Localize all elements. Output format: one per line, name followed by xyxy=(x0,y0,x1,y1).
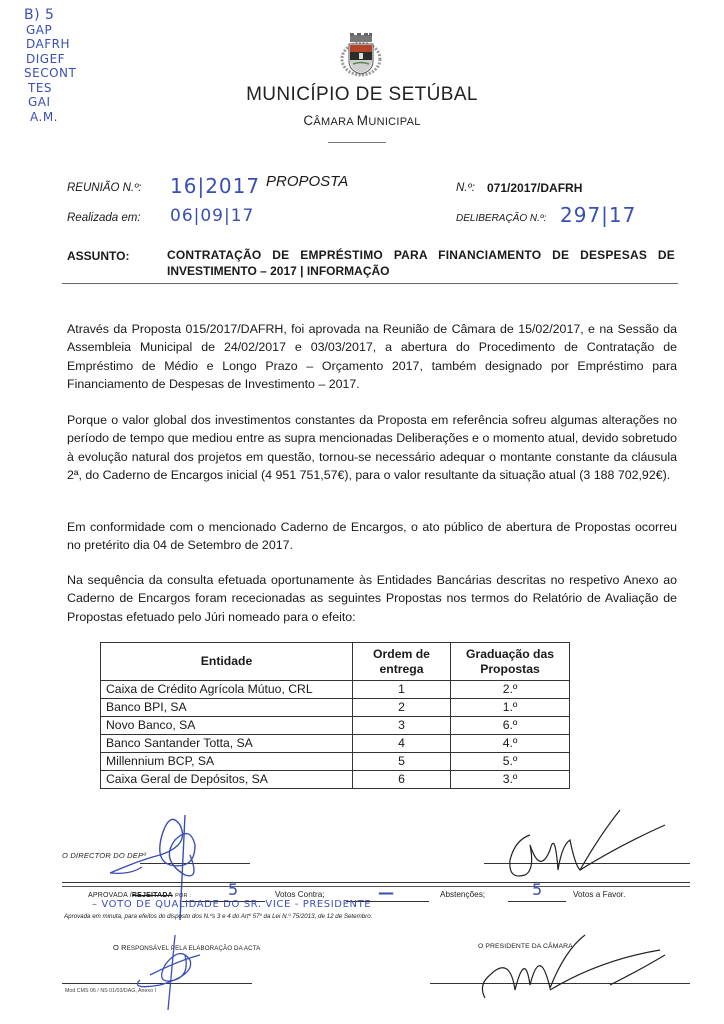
votes-in-favor-label: Votos a Favor. xyxy=(573,890,626,899)
subject-label: ASSUNTO: xyxy=(67,249,130,263)
handwritten-vote-note: – VOTO DE QUALIDADE DO SR. VICE - PRESIDENTE xyxy=(92,899,372,910)
meeting-number-value: 16|2017 xyxy=(170,174,261,198)
votes-divider xyxy=(62,882,690,887)
form-model-reference: Mod CMS 06 / NS 01/03/DAG, Anexo I xyxy=(65,988,156,994)
proposal-number-value: 071/2017/DAFRH xyxy=(487,181,583,195)
order-cell: 5 xyxy=(353,753,451,771)
column-header-ranking: Graduação das Propostas xyxy=(451,643,570,681)
table-row xyxy=(101,699,570,717)
paragraph: Porque o valor global dos investimentos constantes da Proposta em referência sofreu algumas alterações no período de tempo que mediou entre as supra mencionadas Deliberações e o momento atual, devido sobretudo à evolução natural dos projetos em questão, tornou-se necessário adequar o montante constante da cláusula 2ª, do Caderno de Encargos inicial (4 951 751,57€), para o valor resultante da situação atual (3 188 702,92€). xyxy=(67,413,677,482)
table-row xyxy=(101,681,570,699)
subject-line-2: INVESTIMENTO – 2017 | INFORMAÇÃO xyxy=(167,264,390,278)
order-cell: 3 xyxy=(353,717,451,735)
coat-of-arms-icon xyxy=(340,33,382,77)
chamber-subtitle xyxy=(0,113,724,128)
deliberation-number-label: DELIBERAÇÃO N.º: xyxy=(456,213,547,224)
label-text: O R xyxy=(113,943,127,952)
subtitle-text: M xyxy=(356,113,369,128)
director-signature-label: O DIRECTOR DO DEPº xyxy=(62,851,147,860)
subject-divider xyxy=(62,283,678,284)
proponent-signature-icon xyxy=(500,805,700,885)
approved-label: APROVADA / xyxy=(88,892,132,899)
proposal-number-label: N.º: xyxy=(456,182,475,194)
table-header-row xyxy=(101,643,570,681)
municipality-title: MUNICÍPIO DE SETÚBAL xyxy=(246,84,478,105)
entity-cell: Caixa Geral de Depósitos, SA xyxy=(101,771,353,789)
ranking-cell: 1.º xyxy=(451,699,570,717)
routing-note: SECONT xyxy=(24,66,77,80)
deliberation-number-value: 297|17 xyxy=(560,203,637,227)
column-header-delivery-order: Ordem de entrega xyxy=(353,643,451,681)
subject-line-1: CONTRATAÇÃO DE EMPRÉSTIMO PARA FINANCIAMENTO DE DESPESAS DE xyxy=(167,248,675,262)
column-header-entity: Entidade xyxy=(101,643,353,681)
mayor-signature-label: O PRESIDENTE DA CÂMARA xyxy=(478,943,573,950)
subtitle-text: ÂMARA xyxy=(313,116,357,128)
minutes-author-signature-icon xyxy=(120,935,210,1015)
ranking-cell: 6.º xyxy=(451,717,570,735)
abstentions-value: — xyxy=(378,883,394,902)
subtitle-text: UNICIPAL xyxy=(368,116,421,128)
routing-note: A.M. xyxy=(30,109,58,124)
order-cell: 1 xyxy=(353,681,451,699)
routing-note: GAI xyxy=(28,95,51,109)
table-row xyxy=(101,753,570,771)
entity-cell: Novo Banco, SA xyxy=(101,717,353,735)
subtitle-text: C xyxy=(303,113,314,128)
votes-against-label: Votos Contra; xyxy=(275,890,325,899)
proposals-table xyxy=(100,642,570,789)
order-cell: 2 xyxy=(353,699,451,717)
order-cell: 4 xyxy=(353,735,451,753)
held-on-label: Realizada em: xyxy=(67,212,141,224)
approval-status xyxy=(88,890,191,899)
routing-notes xyxy=(20,8,110,124)
entity-cell: Banco BPI, SA xyxy=(101,699,353,717)
abstentions-label: Abstenções; xyxy=(440,890,486,899)
rejected-label: REJEITADA xyxy=(131,892,173,899)
document-type: PROPOSTA xyxy=(266,173,349,190)
ranking-cell: 3.º xyxy=(451,771,570,789)
entity-cell: Millennium BCP, SA xyxy=(101,753,353,771)
order-cell: 6 xyxy=(353,771,451,789)
routing-note: DAFRH xyxy=(26,37,71,51)
table-row xyxy=(101,717,570,735)
meeting-number-label: REUNIÃO N.º: xyxy=(67,182,142,194)
minute-approval-note: Aprovada em minuta, para efeitos do disposto dos N.ºs 3 e 4 do Artº 57º da Lei N.º 75/2013, de 12 de Setembro. xyxy=(64,913,373,920)
routing-note: GAP xyxy=(26,22,53,37)
by-label: POR : xyxy=(175,893,192,899)
votes-in-favor-value: 5 xyxy=(532,880,543,899)
routing-note: DIGEF xyxy=(26,51,66,66)
votes-in-favor-line xyxy=(508,901,566,902)
table-row xyxy=(101,735,570,753)
entity-cell: Caixa de Crédito Agrícola Mútuo, CRL xyxy=(101,681,353,699)
mayor-signature-icon xyxy=(470,930,700,1000)
paragraph: Em conformidade com o mencionado Caderno de Encargos, o ato público de abertura de Propostas ocorreu no pretérito dia 04 de Setembro de 2017. xyxy=(67,520,677,553)
table-row xyxy=(101,771,570,789)
paragraph: Através da Proposta 015/2017/DAFRH, foi aprovada na Reunião de Câmara de 15/02/2017, e na Sessão da Assembleia Municipal de 24/02/2017 e 03/03/2017, a abertura do Procedimento de Contratação de Empréstimo de Médio e Longo Prazo – Orçamento 2017, também designado por Empréstimo para Financiamento de Despesas de Investimento – 2017. xyxy=(67,322,677,391)
ranking-cell: 4.º xyxy=(451,735,570,753)
header-divider xyxy=(328,142,386,143)
ranking-cell: 2.º xyxy=(451,681,570,699)
routing-note: TES xyxy=(28,80,53,95)
label-text: ESPONSÁVEL PELA ELABORAÇÃO DA ACTA xyxy=(126,945,261,952)
routing-note: B) 5 xyxy=(24,7,55,23)
ranking-cell: 5.º xyxy=(451,753,570,771)
entity-cell: Banco Santander Totta, SA xyxy=(101,735,353,753)
held-on-value: 06|09|17 xyxy=(170,206,255,226)
votes-against-value: 5 xyxy=(228,880,239,899)
paragraph: Na sequência da consulta efetuada oportunamente às Entidades Bancárias descritas no respetivo Anexo ao Caderno de Encargos foram rececionadas as seguintes Propostas nos termos do Relatório de Avaliação de Propostas efetuado pelo Júri nomeado para o efeito: xyxy=(67,573,677,624)
